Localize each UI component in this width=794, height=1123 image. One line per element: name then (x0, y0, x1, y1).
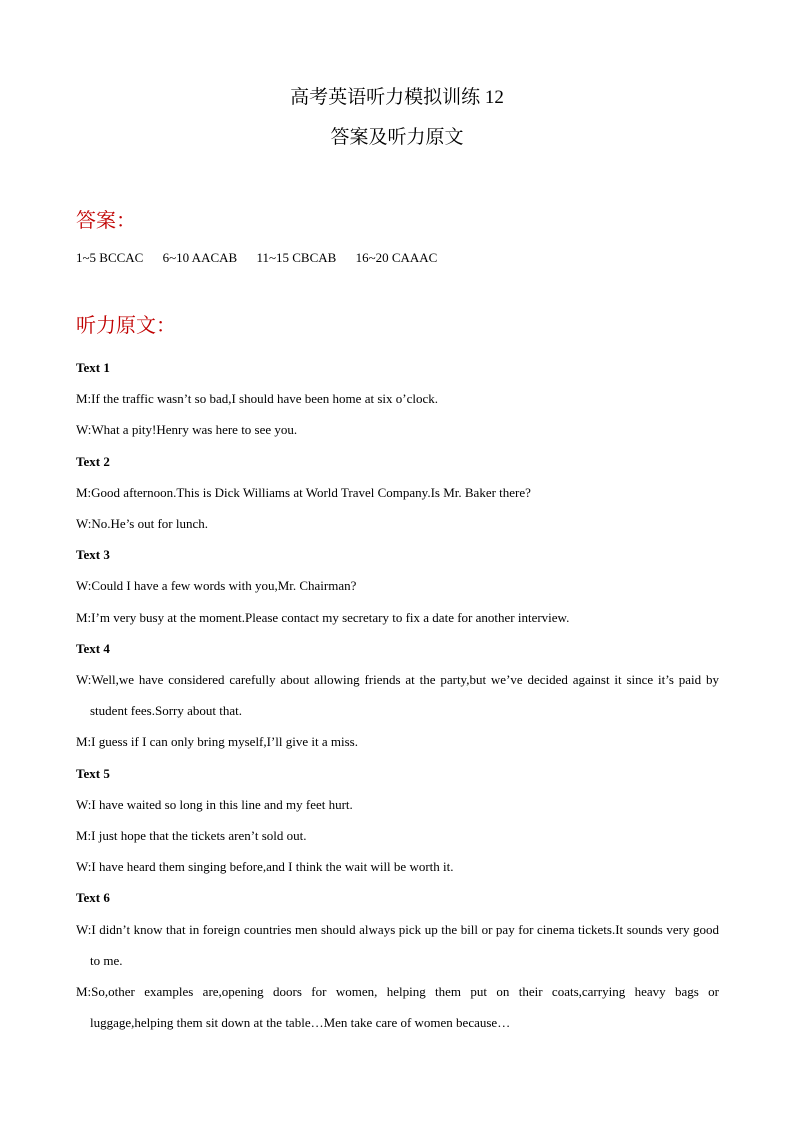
answer-group: 16~20 CAAAC (355, 250, 438, 265)
text-label: Text 2 (76, 453, 110, 469)
dialogue-line: W:I have heard them singing before,and I think the wait will be worth it. (76, 859, 454, 875)
dialogue-line: M:I guess if I can only bring myself,I’ll give it a miss. (76, 734, 358, 750)
dialogue-line: W:I have waited so long in this line and my feet hurt. (76, 796, 353, 812)
text-label: Text 5 (76, 765, 110, 781)
page-subtitle: 答案及听力原文 (330, 127, 464, 148)
text-label: Text 1 (76, 360, 110, 375)
transcript-heading: 听力原文： (76, 315, 176, 337)
answer-group: 1~5 BCCAC (76, 250, 144, 265)
page-title: 高考英语听力模拟训练 12 (290, 87, 504, 108)
dialogue-line: M:So,other examples are,opening doors for women, helping them put on their coats,carrying heavy bags or luggage,helping them sit down at the table…Men take care of women because… (76, 983, 719, 1031)
transcript-body (76, 352, 719, 1038)
dialogue-line: M:I just hope that the tickets aren’t sold out. (76, 827, 307, 843)
answers-heading: 答案： (76, 210, 136, 232)
dialogue-line: W:I didn’t know that in foreign countries men should always pick up the bill or pay for cinema tickets.It sounds very good to me. (76, 921, 719, 968)
dialogue-line: W:Well,we have considered carefully about allowing friends at the party,but we’ve decided against it since it’s paid by student fees.Sorry about that. (76, 671, 719, 719)
text-label: Text 3 (76, 547, 110, 563)
dialogue-line: M:Good afternoon.This is Dick Williams at World Travel Company.Is Mr. Baker there? (76, 484, 531, 500)
dialogue-line: M:If the traffic wasn’t so bad,I should have been home at six o’clock. (76, 391, 438, 407)
dialogue-line: W:Could I have a few words with you,Mr. Chairman? (76, 578, 357, 594)
text-label: Text 6 (76, 890, 110, 906)
answer-key (76, 249, 437, 267)
answer-group: 11~15 CBCAB (256, 250, 337, 265)
text-label: Text 4 (76, 640, 110, 656)
dialogue-line: M:I’m very busy at the moment.Please contact my secretary to fix a date for another interview. (76, 609, 570, 625)
dialogue-line: W:No.He’s out for lunch. (76, 515, 209, 531)
answer-group: 6~10 AACAB (162, 250, 238, 265)
dialogue-line: W:What a pity!Henry was here to see you. (76, 422, 298, 438)
